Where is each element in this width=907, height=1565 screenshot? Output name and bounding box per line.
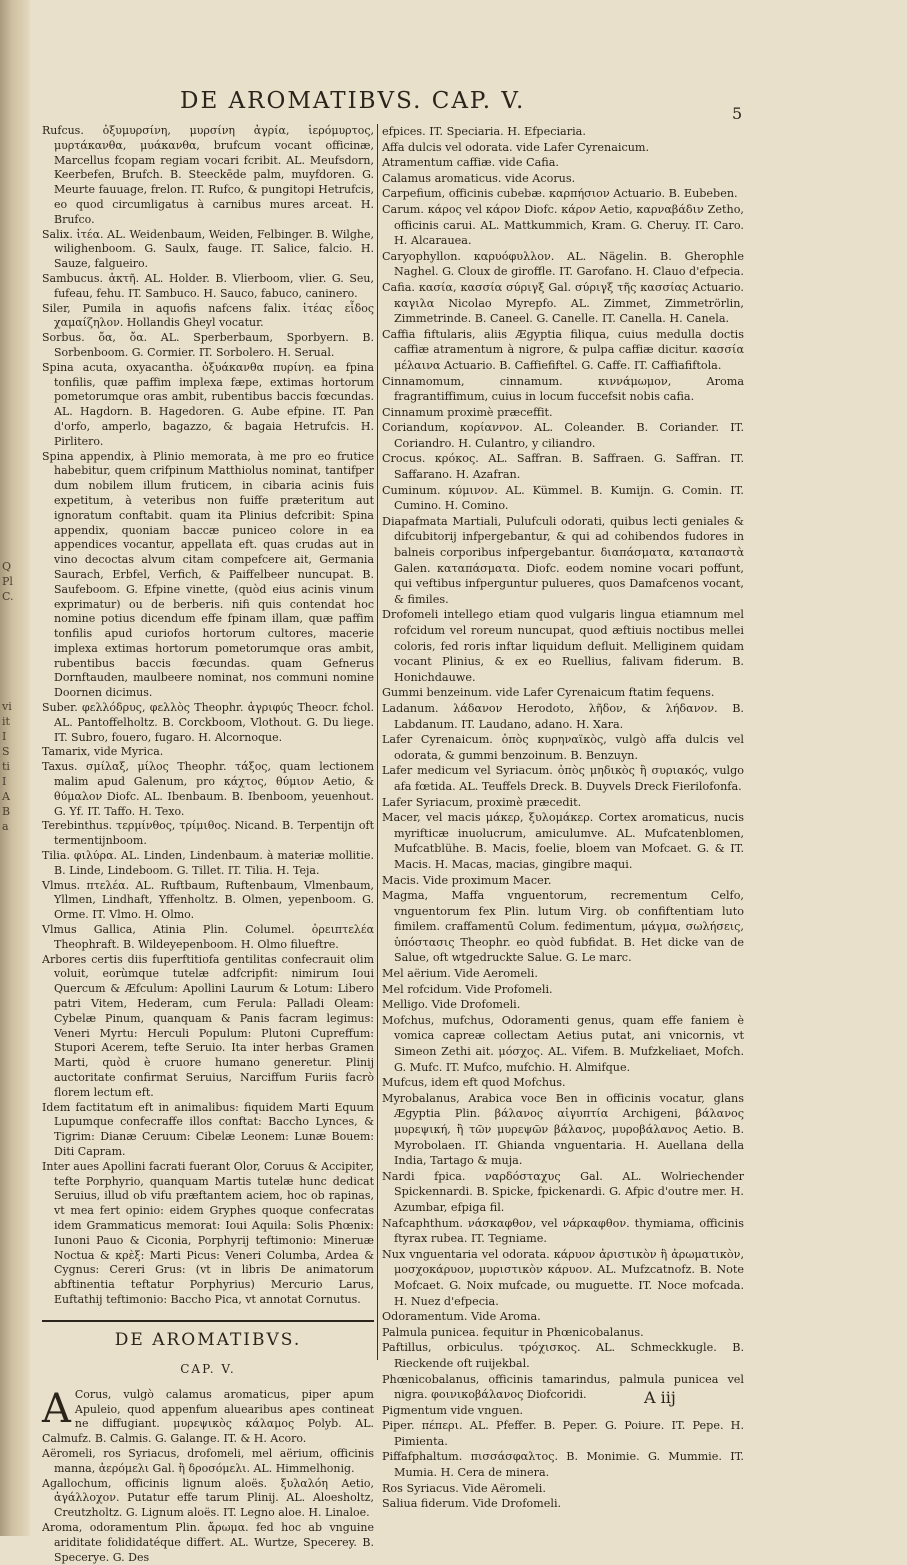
dictionary-entry: Suber. φελλόδρυς, φελλὸς Theophr. ἀγριφύς Theocr. fchol. AL. Pantoffelholtz. B. Corckboom, Vlothout. G. Du liege. IT. Subro, fouero, fugaro. H. Alcornoque. [42,701,374,744]
drop-capital: A [42,1385,71,1432]
dictionary-entry: Arbores certis diis fuperftitiofa gentilitas confecrauit olim voluit, eorùmque tutelæ adfcripfit: nimirum Ioui Quercum & Æfculum: Apollini Laurum & Lotum: Libero patri Vitem, Hederam, cum Ferula: Palladi Oleam: Cybelæ Pinum, quanquam & Panis facram legimus: Veneri Myrtu: Herculi Populum: Plutoni Cupreffum: Stupori Acerem, tefte Seruio. Ita inter herbas Gramen Marti, quòd è cruore humano generetur. Plinij auctoritate confirmat Seruius, Narciffum Furiis facrò florem lectum eft. [42,952,374,1099]
dictionary-entry: Rufcus. ὀξυμυρσίνη, μυρσίνη ἀγρία, ἱερόμυρτος, μυρτάκανθα, μυάκανθα, brufcum vocant officinæ, Marcellus fcopam regiam vocari fcribit. AL. Meufsdorn, Keerbefen, Brufch. B. Steeckēde palm, muyfdoren. G. Meurte fauuage, frelon. IT. Rufco, & pungitopi Hetrufcis, eo quod circumligatus à carnibus mures arceat. H. Brufco. [42,124,374,226]
margin-fragment: A [2,790,10,803]
dictionary-entry: efpices. IT. Speciaria. H. Efpeciaria. [382,125,586,138]
dictionary-entry: Gummi benzeinum. vide Lafer Cyrenaicum ftatim fequens. [382,686,715,700]
dictionary-entry: Saliua fiderum. Vide Drofomeli. [382,1497,562,1511]
dictionary-entry: Carum. κάρος vel κάρον Diofc. κάρον Aetio, καρναβάδιν Zetho, officinis carui. AL. Mattkummich, Kram. G. Cheruy. IT. Caro. H. Alcarauea. [382,202,744,248]
dictionary-entry: Cuminum. κύμινον. AL. Kümmel. B. Kumijn. G. Comin. IT. Cumino. H. Comino. [382,483,744,513]
dictionary-entry: Tamarix, vide Myrica. [42,745,164,759]
dictionary-entry: Mel aërium. Vide Aeromeli. [382,967,538,981]
signature-mark: A iij [644,1388,676,1407]
dictionary-entry: Cinnamum proximè præceffit. [382,405,553,419]
running-header: DE AROMATIBVS. CAP. V. [180,88,526,114]
margin-fragment: C. [2,590,14,603]
dictionary-entry: Spina appendix, à Plinio memorata, à me pro eo frutice habebitur, quem crifpinum Matthiolus nominat, tantifper dum nobilem illum fruticem, in cibaria acinis fuis expetitum, à veteribus non fuiffe præteritum aut ignoratum conftabit. quam ita Plinius defcribit: Spina appendix, quoniam baccæ puniceo colore in ea appendices vocantur, appellata eft. quas crudas aut in vino decoctas alvum citam compefcere ait, Germania Saurach, Erbfel, Verfich, & Paiffelbeer nuncupat. B. Saufeboom. G. Efpine vinette, (quòd eius acinis vinum exprimatur) ou de berberis. nifi quis contendat hoc nomine potius dicendum effe fpinam illam, quæ paffim tonfilis apud curiofos hortorum cultores, macerie implexa extimas hortorum pometorumque oras ambit, rubentibus baccis fœcundas. quam Gefnerus Dornftauden, maulbeere nominat, nos communi nomine Doornen dicimus. [42,449,374,700]
first-entry [42,1385,374,1447]
dictionary-entry: Odoramentum. Vide Aroma. [382,1310,541,1324]
dictionary-entry: Cinnamomum, cinnamum. κιννάμωμον, Aroma fragrantiffimum, cuius in locum fuccefsit nobis cafia. [382,374,744,404]
dictionary-entry: Nardi fpica. ναρδόσταχυς Gal. AL. Wolriechender Spickennardi. B. Spicke, fpickenardi. G. Afpic d'outre mer. H. Azumbar, efpiga fil. [382,1169,744,1214]
column-divider [377,124,378,1360]
margin-fragment: S [2,745,10,758]
dictionary-entry: Taxus. σμίλαξ, μίλος Theophr. τάξος, quam lectionem malim apud Galenum, pro κάχτος, θύμιον Aetio, & θύμαλον Diofc. AL. Ibenbaum. B. Ibenboom, yeuenhout. G. Yf. IT. Taffo. H. Texo. [42,760,374,818]
dictionary-entry: Caffia fiftularis, aliis Ægyptia filiqua, cuius medulla doctis caffiæ atramentum à nigrore, & pulpa caffiæ dicitur. κασσία μέλαινα Actuario. B. Caffiefiftel. G. Caffe. IT. Caffiafiftola. [382,327,744,372]
dictionary-entry: Piffafphaltum. πισσάσφαλτος. B. Monimie. G. Mummie. IT. Mumia. H. Cera de minera. [382,1450,744,1480]
dictionary-entry: Aëromeli, ros Syriacus, drofomeli, mel aërium, officinis manna, ἀερόμελι Gal. ἢ δροσόμελι. AL. Himmelhonig. [42,1446,374,1475]
dictionary-entry: Nafcaphthum. νάσκαφθον, vel νάρκαφθον. thymiama, officinis ftyrax rubea. IT. Tegniame. [382,1216,744,1246]
margin-fragment: Q [2,560,12,573]
dictionary-entry: Lafer Cyrenaicum. ὀπὸς κυρηναϊκὸς, vulgò affa dulcis vel odorata, & gummi benzoinum. B. Benzuyn. [382,733,744,762]
section-chapter: CAP. V. [180,1361,236,1376]
dictionary-entry: Agallochum, officinis lignum aloës. ξυλαλόη Aetio, ἀγάλλοχον. Putatur effe tarum Plinij. AL. Aloesholtz, Creutzholtz. G. Lignum aloës. IT. Legno aloe. H. Linaloe. [42,1476,374,1520]
dictionary-entry: Pigmentum vide vnguen. [382,1403,524,1417]
margin-fragment: it [2,715,10,728]
section-entries [42,1447,374,1565]
margin-fragment: I [2,730,7,743]
dictionary-entry: Coriandum, κορίαννον. AL. Coleander. B. Coriander. IT. Coriandro. H. Culantro, y ciliandro. [382,421,744,450]
dictionary-entry: Atramentum caffiæ. vide Cafia. [382,156,559,170]
dictionary-entry: Mel rofcidum. Vide Profomeli. [382,982,553,996]
dictionary-entry: Inter aues Apollini facrati fuerant Olor, Coruus & Accipiter, tefte Porphyrio, quanquam Martis tutelæ hunc dedicat Seruius, illud ob vifu præftantem aciem, hoc ob rapinas, vt mea fert opinio: eidem Gryphes quoque confecratas idem Grammaticus memorat: Ioui Aquila: Solis Phœnix: Iunoni Pauo & Ciconia, Porphyrij teftimonio: Mineruæ Noctua & κρὲξ: Marti Picus: Veneri Columba, Ardea & Cygnus: Cereri Grus: (vt in libris De animatorum abftinentia teftatur Porphyrius) Mercurio Larus, Euftathij teftimonio: Baccho Pica, vt annotat Cornutus. [42,1159,374,1306]
dictionary-entry: Paftillus, orbiculus. τρόχισκος. AL. Schmeckkugle. B. Rieckende oft ruijekbal. [382,1341,744,1370]
dictionary-entry: Nux vnguentaria vel odorata. κάρυον ἀριστικὸν ἢ ἀρωματικὸν, μοσχοκάρυον, μυριστικὸν κάρυον. AL. Mufzcatnofz. B. Note Mofcaet. G. Noix mufcade, ou muguette. IT. Noce mofcada. H. Nuez d'efpecia. [382,1247,744,1308]
section-rule [42,1320,374,1322]
dictionary-entry: Salix. ἰτέα. AL. Weidenbaum, Weiden, Felbinger. B. Wilghe, wilighenboom. G. Saulx, fauge. IT. Salice, falcio. H. Sauze, falgueiro. [42,227,374,271]
left-entries [42,124,374,1308]
dictionary-entry: Melligo. Vide Drofomeli. [382,998,521,1012]
margin-fragment: B [2,805,11,818]
dictionary-entry: Ladanum. λάδανον Herodoto, λῆδον, & λήδανον. B. Labdanum. IT. Laudano, adano. H. Xara. [382,701,744,731]
margin-fragment: I [2,775,7,788]
page-number: 5 [732,104,743,123]
dictionary-entry: Magma, Maffa vnguentorum, recrementum Celfo, vnguentorum fex Plin. lutum Virg. ob confiftentiam luto fimilem. craffamentū Colum. fedimentum, μάγμα, σωλήσεις, ὑπόστασις Theophr. eo quòd fubfidat. B. Het dicke van de Salue, oft wtgedruckte Salue. G. Le marc. [382,889,744,965]
dictionary-entry: Diapafmata Martiali, Pulufculi odorati, quibus lecti geniales & difcubitorij infpergebantur, & qui ad cohibendos fudores in balneis corporibus infpergebantur. διαπάσματα, καταπαστὰ Galen. καταπάσματα. Diofc. eodem nomine vocari poffunt, qui veftibus infperguntur pulueres, quos Damafcenos vocant, & fimiles. [382,514,744,606]
dictionary-entry: Calamus aromaticus. vide Acorus. [382,171,576,185]
dictionary-entry: Cafia. κασία, κασσία σύριγξ Gal. σύριγξ τῆς κασσίας Actuario. καγιλα Nicolao Myrepfo. AL. Zimmet, Zimmetrörlin, Zimmetrinde. B. Caneel. G. Canelle. IT. Canella. H. Canela. [382,280,744,326]
dictionary-entry: Siler, Pumila in aquofis nafcens falix. ἰτέας εἶδος χαμαίζηλον. Hollandis Gheyl vocatur. [42,301,374,330]
margin-fragment: ti [2,760,10,773]
dictionary-entry: Tilia. φιλύρα. AL. Linden, Lindenbaum. à materiæ mollitie. B. Linde, Lindeboom. G. Tillet. IT. Tilia. H. Teja. [42,849,374,877]
dictionary-entry: Terebinthus. τερμίνθος, τρίμιθος. Nicand. B. Terpentijn oft termentijnboom. [42,819,374,848]
dictionary-entry: Caryophyllon. καρυόφυλλον. AL. Nägelin. B. Gherophle Naghel. G. Cloux de giroffle. IT. Garofano. H. Clauo d'efpecia. [382,249,744,279]
dictionary-entry: Macer, vel macis μάκερ, ξυλομάκερ. Cortex aromaticus, nucis myrifticæ inuolucrum, amiculumve. AL. Mufcatenblomen, Mufcatblühe. B. Macis, foelie, bloem van Mofcaet. G. & IT. Macis. H. Macas, macias, gingibre maqui. [382,811,744,871]
dictionary-entry: Piper. πέπερι. AL. Pfeffer. B. Peper. G. Poiure. IT. Pepe. H. Pimienta. [382,1419,744,1448]
dictionary-entry: Ros Syriacus. Vide Aëromeli. [382,1481,546,1495]
dictionary-entry: Sorbus. ὄα, ὄα. AL. Sperberbaum, Sporbyern. B. Sorbenboom. G. Cormier. IT. Sorbolero. H. Serual. [42,331,374,359]
dictionary-entry: Vlmus. πτελέα. AL. Ruftbaum, Ruftenbaum, Vlmenbaum, Yllmen, Lindhaft, Yffenholtz. B. Olmen, yepenboom. G. Orme. IT. Vlmo. H. Olmo. [42,878,374,922]
right-entries [382,124,744,1512]
margin-fragment: vi [2,700,12,713]
left-column [42,124,374,1564]
margin-fragment: Pl [2,575,13,588]
dictionary-entry: Drofomeli intellego etiam quod vulgaris lingua etiamnum mel rofcidum vel roreum nuncupat, quod æftiuis noctibus mellei coloris, fed roris inftar liquidum defluit. Melliginem quidam vocant Plinius, & ex eo Ruellius, falivam fiderum. B. Honichdauwe. [382,608,744,684]
dictionary-entry: Phœnicobalanus, officinis tamarindus, palmula punicea vel nigra. φοινικοβάλανος Diofcoridi. [382,1372,744,1402]
dictionary-entry: Myrobalanus, Arabica voce Ben in officinis vocatur, glans Ægyptia Plin. βάλανος αἰγυπτία Archigeni, βάλανος μυρεψική, ἢ τῶν μυρεψῶν βάλανος, μυροβάλανος Aetio. B. Myrobolaen. IT. Ghianda vnguentaria. H. Auellana della India, Tartago & muja. [382,1091,744,1168]
dictionary-entry: Macis. Vide proximum Macer. [382,873,552,887]
dictionary-entry: Mofchus, mufchus, Odoramenti genus, quam effe faniem è vomica capreæ collectam Aetius putat, ani vnicornis, vt Simeon Zethi ait. μόσχος. AL. Vifem. B. Mufzkeliaet, Mofch. G. Mufc. IT. Mufco, mufchio. H. Almifque. [382,1013,744,1074]
dictionary-entry: Aroma, odoramentum Plin. ἄρωμα. fed hoc ab vnguine ariditate folididatéque differt. AL. Wurtze, Specerey. B. Specerye. G. Des [42,1520,374,1564]
margin-fragment: a [2,820,9,833]
first-entry-text: Corus, vulgò calamus aromaticus, piper apum Apuleio, quod appenfum aluearibus apes contineat ne diffugiant. μυρεψικὸς κάλαμος Polyb. AL. Calmufz. B. Calmis. G. Galange. IT. & H. Acoro. [42,1387,374,1446]
dictionary-entry: Vlmus Gallica, Atinia Plin. Columel. ὀρειπτελέα Theophraft. B. Wildeyepenboom. H. Olmo filueftre. [42,923,374,951]
dictionary-entry: Lafer medicum vel Syriacum. ὀπὸς μηδικὸς ἢ συριακός, vulgo afa fœtida. AL. Teuffels Dreck. B. Duyvels Dreck Fierilofonfa. [382,764,744,793]
section-title: DE AROMATIBVS. [114,1329,302,1350]
dictionary-entry: Carpefium, officinis cubebæ. καρπήσιον Actuario. B. Eubeben. [382,187,738,201]
dictionary-entry: Mufcus, idem eft quod Mofchus. [382,1076,566,1090]
dictionary-entry: Affa dulcis vel odorata. vide Lafer Cyrenaicum. [382,140,650,154]
dictionary-entry: Palmula punicea. fequitur in Phœnicobalanus. [382,1325,644,1339]
dictionary-entry: Lafer Syriacum, proximè præcedit. [382,795,582,809]
dictionary-entry: Idem factitatum eft in animalibus: fiquidem Marti Equum Lupumque confecraffe illos conftat: Baccho Lynces, & Tigrim: Dianæ Ceruum: Cibelæ Leonem: Lunæ Bouem: Diti Capram. [42,1100,374,1158]
dictionary-entry: Spina acuta, oxyacantha. ὀξυάκανθα πυρίνη. ea fpina tonfilis, quæ paffim implexa fæpe, extimas hortorum pometorumque oras ambit, rubentibus baccis fœcundas. AL. Hagdorn. B. Hagedoren. G. Aube efpine. IT. Pan d'orfo, amperlo, bagazzo, & bagaia Hetrufcis. H. Pirlitero. [42,360,374,448]
dictionary-entry: Crocus. κρόκος. AL. Saffran. B. Saffraen. G. Saffran. IT. Saffarano. H. Azafran. [382,452,744,482]
dictionary-entry: Sambucus. ἀκτῆ. AL. Holder. B. Vlierboom, vlier. G. Seu, fufeau, fehu. IT. Sambuco. H. Sauco, fabuco, caninero. [42,271,374,300]
